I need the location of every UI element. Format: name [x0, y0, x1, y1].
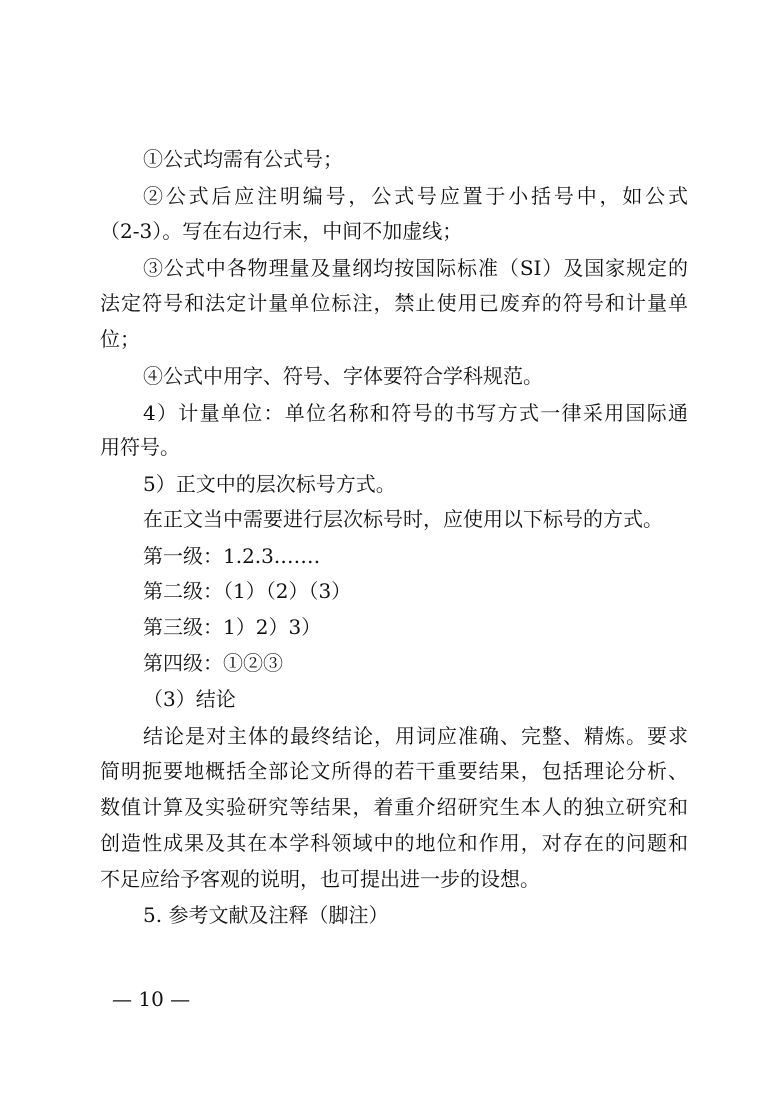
level-four-example: 第四级：①②③ [143, 651, 283, 675]
level-three-example: 第三级：1）2）3） [143, 615, 322, 639]
formula-rule-2-continued: （2-3）。写在右边行末，中间不加虚线； [100, 219, 463, 243]
level-two-example: 第二级：（1）（2）（3） [143, 579, 352, 603]
formula-rule-3-end: 位； [100, 327, 140, 351]
level-one-example: 第一级：1.2.3.…… [143, 544, 321, 568]
conclusion-paragraph-line-1: 结论是对主体的最终结论，用词应准确、完整、精炼。要求 [143, 724, 688, 748]
conclusion-paragraph-line-3: 数值计算及实验研究等结果，着重介绍研究生本人的独立研究和 [100, 795, 688, 819]
formula-rule-4: ④公式中用字、符号、字体要符合学科规范。 [143, 364, 543, 388]
heading-numbering-title: 5）正文中的层次标号方式。 [143, 472, 396, 496]
formula-rule-2: ②公式后应注明编号，公式号应置于小括号中，如公式 [143, 184, 688, 208]
formula-rule-1: ①公式均需有公式号； [143, 147, 343, 171]
formula-rule-3-continued: 法定符号和法定计量单位标注，禁止使用已废弃的符号和计量单 [100, 291, 688, 315]
measurement-units-heading: 4）计量单位：单位名称和符号的书写方式一律采用国际通 [143, 401, 688, 425]
conclusion-paragraph-line-2: 简明扼要地概括全部论文所得的若干重要结果，包括理论分析、 [100, 759, 688, 783]
measurement-units-continued: 用符号。 [100, 435, 180, 459]
heading-numbering-description: 在正文当中需要进行层次标号时，应使用以下标号的方式。 [143, 507, 663, 531]
formula-rule-3: ③公式中各物理量及量纲均按国际标准（SI）及国家规定的 [143, 256, 688, 280]
conclusion-heading: （3）结论 [143, 687, 236, 711]
conclusion-paragraph-line-4: 创造性成果及其在本学科领域中的地位和作用，对存在的问题和 [100, 831, 688, 855]
page-number: — 10 — [112, 987, 191, 1011]
conclusion-paragraph-line-5: 不足应给予客观的说明，也可提出进一步的设想。 [100, 867, 540, 891]
references-heading: 5. 参考文献及注释（脚注） [143, 903, 389, 927]
